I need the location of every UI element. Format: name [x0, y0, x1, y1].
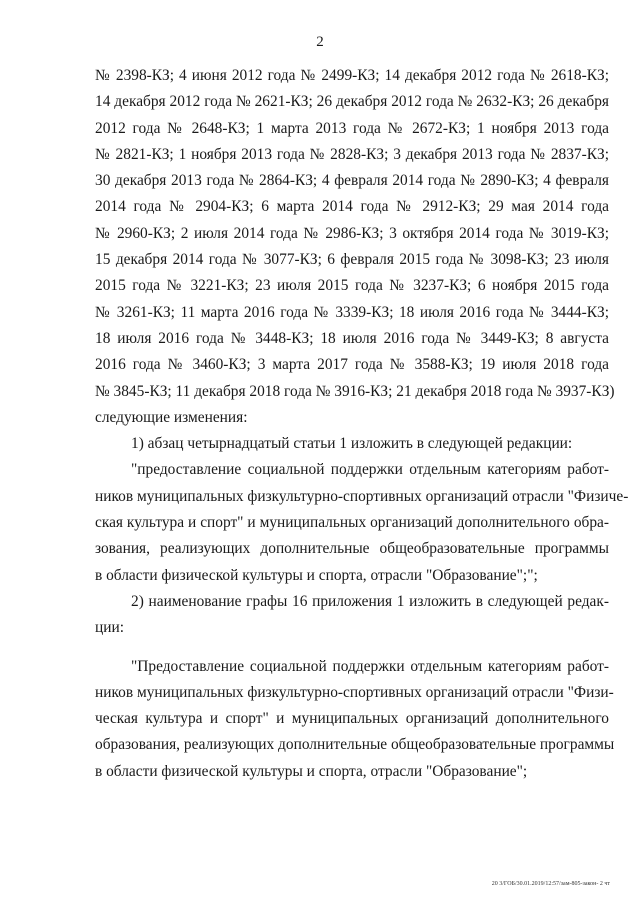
item-heading: 2) наименование графы 16 приложения 1 изложить в следующей редак- — [131, 592, 609, 610]
intro-paragraph — [95, 63, 615, 431]
text-line: № 3261-КЗ; 11 марта 2016 года № 3339-КЗ; 18 июля 2016 года № 3444-КЗ; — [95, 303, 609, 321]
text-line: 2016 года № 3460-КЗ; 3 марта 2017 года № 3588-КЗ; 19 июля 2018 года — [95, 356, 609, 374]
spacer — [95, 642, 609, 654]
quoted-text — [95, 654, 615, 785]
text-line: ская культура и спорт" и муниципальных организаций дополнительного обра- — [95, 514, 609, 532]
text-line: в области физической культуры и спорта, отрасли "Образование"; — [95, 762, 528, 780]
text-line: 30 декабря 2013 года № 2864-КЗ; 4 февраля 2014 года № 2890-КЗ; 4 февраля — [95, 172, 609, 190]
text-line: 15 декабря 2014 года № 3077-КЗ; 6 февраля 2015 года № 3098-КЗ; 23 июля — [95, 251, 609, 269]
item-heading: 1) абзац четырнадцатый статьи 1 изложить в следующей редакции: — [131, 435, 573, 453]
text-line: № 3845-КЗ; 11 декабря 2018 года № 3916-КЗ; 21 декабря 2018 года № 3937-КЗ) — [95, 382, 615, 400]
text-line: № 2398-КЗ; 4 июня 2012 года № 2499-КЗ; 14 декабря 2012 года № 2618-КЗ; — [95, 67, 609, 84]
text-line: № 2821-КЗ; 1 ноября 2013 года № 2828-КЗ; 3 декабря 2013 года № 2837-КЗ; — [95, 145, 609, 163]
document-body — [95, 63, 629, 785]
text-line: в области физической культуры и спорта, отрасли "Образование";"; — [95, 566, 538, 584]
amendment-item-2 — [95, 589, 615, 785]
footer-code: 20 3/ГОБ/30.01.2019/12:57/зам-805-закон- 2 чт — [491, 881, 610, 887]
text-line: "Предоставление социальной поддержки отдельным категориям работ- — [131, 657, 609, 675]
text-line: ников муниципальных физкультурно-спортивных организаций отрасли "Физи- — [95, 683, 614, 701]
text-line: 2015 года № 3221-КЗ; 23 июля 2015 года № 3237-КЗ; 6 ноября 2015 года — [95, 277, 609, 295]
text-line: 2012 года № 2648-КЗ; 1 марта 2013 года № 2672-КЗ; 1 ноября 2013 года — [95, 119, 609, 137]
page-number: 2 — [316, 34, 324, 50]
text-line: "предоставление социальной поддержки отдельным категориям работ- — [131, 461, 609, 479]
text-line: 14 декабря 2012 года № 2621-КЗ; 26 декабря 2012 года № 2632-КЗ; 26 декабря — [95, 93, 609, 111]
amendment-item-1 — [95, 431, 629, 589]
text-line: ников муниципальных физкультурно-спортивных организаций отрасли "Физиче- — [95, 487, 629, 505]
text-line: ческая культура и спорт" и муниципальных организаций дополнительного — [95, 710, 609, 728]
text-line: образования, реализующих дополнительные общеобразовательные программы — [95, 736, 615, 754]
text-line: следующие изменения: — [95, 408, 248, 426]
text-line: зования, реализующих дополнительные общеобразовательные программы — [95, 540, 609, 558]
item-heading: ции: — [95, 619, 124, 637]
text-line: № 2960-КЗ; 2 июля 2014 года № 2986-КЗ; 3 октября 2014 года № 3019-КЗ; — [95, 224, 609, 242]
text-line: 2014 года № 2904-КЗ; 6 марта 2014 года № 2912-КЗ; 29 мая 2014 года — [95, 198, 609, 216]
quoted-text — [95, 457, 629, 588]
text-line: 18 июля 2016 года № 3448-КЗ; 18 июля 2016 года № 3449-КЗ; 8 августа — [95, 329, 609, 347]
